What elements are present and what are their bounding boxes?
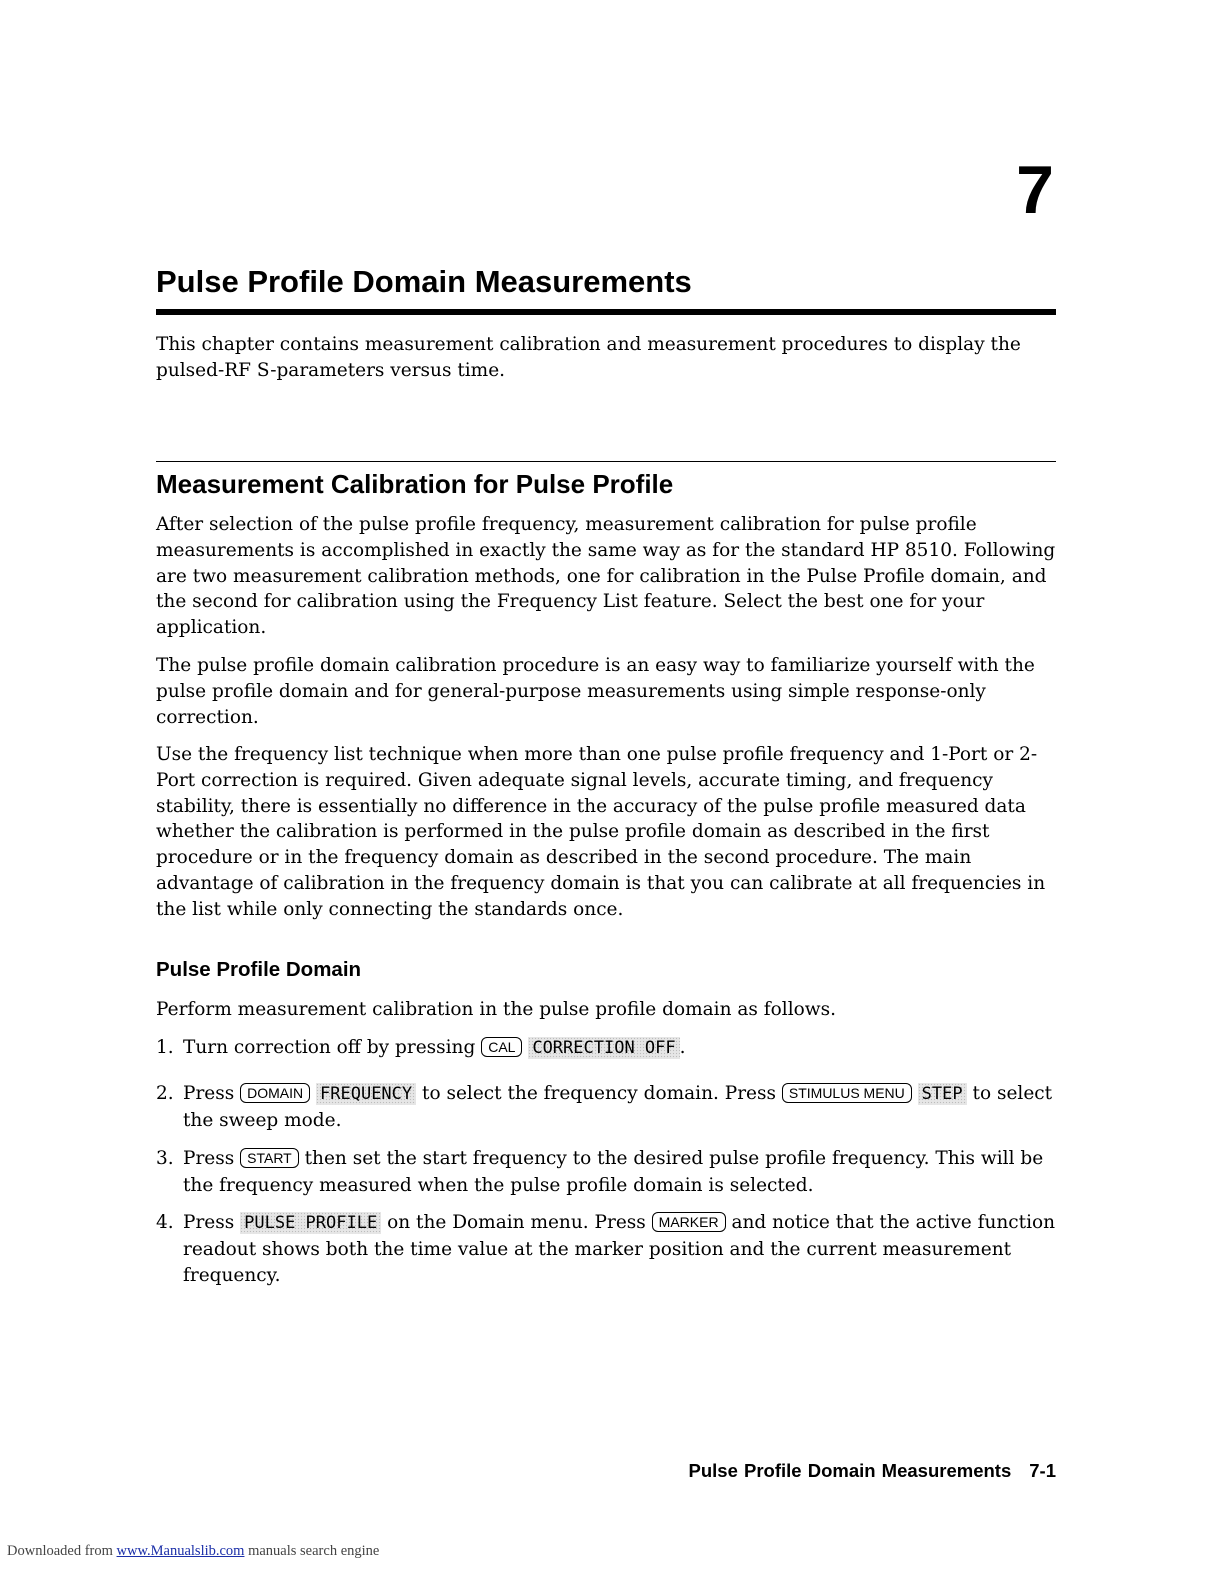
step-text-part: Press (183, 1212, 235, 1233)
page-footer (689, 1458, 1057, 1484)
step-text-part: then set the start frequency to the desired pulse profile frequency. This will be the frequency measured when the pulse profile domain is selected. (183, 1148, 1044, 1196)
correction-off-softkey: CORRECTION OFF (528, 1037, 679, 1059)
step-text (183, 1210, 1056, 1290)
section-paragraph-2: The pulse profile domain calibration procedure is an easy way to familiarize yourself with the pulse profile domain and for general-purpose measurements using simple response-only correction. (156, 655, 1035, 728)
step-text-part: Press (183, 1148, 235, 1169)
download-suffix: manuals search engine (248, 1543, 380, 1559)
subsection-heading: Pulse Profile Domain (156, 958, 362, 981)
step-text-part: to select the sweep mode. (183, 1083, 1053, 1131)
marker-hardkey: MARKER (652, 1212, 726, 1232)
step-text-part: on the Domain menu. Press (387, 1212, 646, 1233)
step-4 (156, 1210, 1056, 1290)
page-number: 7-1 (1029, 1460, 1056, 1481)
footer-title: Pulse Profile Domain Measurements (688, 1460, 1012, 1481)
download-note (7, 1542, 379, 1560)
chapter-title: Pulse Profile Domain Measurements (156, 264, 692, 299)
step-text (183, 1035, 1056, 1062)
cal-hardkey: CAL (481, 1037, 522, 1057)
step-text-part: Press (183, 1083, 235, 1104)
chapter-number: 7 (1016, 152, 1054, 228)
step-text-part: Turn correction off by pressing (183, 1037, 476, 1058)
step-number: 1. (156, 1037, 174, 1058)
step-number: 4. (156, 1212, 174, 1233)
step-text-part: to select the frequency domain. Press (422, 1083, 776, 1104)
step-1 (156, 1035, 1056, 1062)
section-paragraph-3: Use the frequency list technique when more than one pulse profile frequency and 1-Port or 2-Port correction is required. Given adequate signal levels, accurate timing, and frequency stability, there is essentially no difference in the accuracy of the pulse profile measured data whether the calibration is performed in the pulse profile domain as described in the first procedure or in the frequency domain as described in the second procedure. The main advantage of calibration in the frequency domain is that you can calibrate at all frequencies in the list while only connecting the standards once. (156, 744, 1046, 920)
step-2 (156, 1081, 1056, 1134)
section-rule (156, 461, 1056, 462)
section-heading: Measurement Calibration for Pulse Profile (156, 469, 674, 499)
download-prefix: Downloaded from (7, 1543, 113, 1559)
pulse-profile-softkey: PULSE PROFILE (240, 1212, 381, 1234)
step-number: 3. (156, 1148, 174, 1169)
title-rule (156, 309, 1056, 315)
chapter-intro: This chapter contains measurement calibration and measurement procedures to display the pulsed-RF S-parameters versus time. (156, 334, 1021, 381)
subsection-intro: Perform measurement calibration in the pulse profile domain as follows. (156, 999, 836, 1020)
section-paragraph-1: After selection of the pulse profile frequency, measurement calibration for pulse profile measurements is accomplished in exactly the same way as for the standard HP 8510. Following are two measurement calibration methods, one for calibration in the Pulse Profile domain, and the second for calibration using the Frequency List feature. Select the best one for your application. (156, 514, 1056, 639)
frequency-softkey: FREQUENCY (316, 1083, 416, 1105)
manualslib-link[interactable]: www.Manualslib.com (116, 1543, 245, 1559)
step-3 (156, 1146, 1056, 1199)
start-hardkey: START (240, 1148, 299, 1168)
step-text-part: . (679, 1037, 686, 1058)
step-softkey: STEP (918, 1083, 967, 1105)
step-text-part: and notice that the active function readout shows both the time value at the marker position and the current measurement frequency. (183, 1212, 1056, 1286)
domain-hardkey: DOMAIN (240, 1083, 310, 1103)
step-number: 2. (156, 1083, 174, 1104)
step-text (183, 1146, 1056, 1199)
stimulus-menu-hardkey: STIMULUS MENU (782, 1083, 912, 1103)
step-text (183, 1081, 1056, 1134)
